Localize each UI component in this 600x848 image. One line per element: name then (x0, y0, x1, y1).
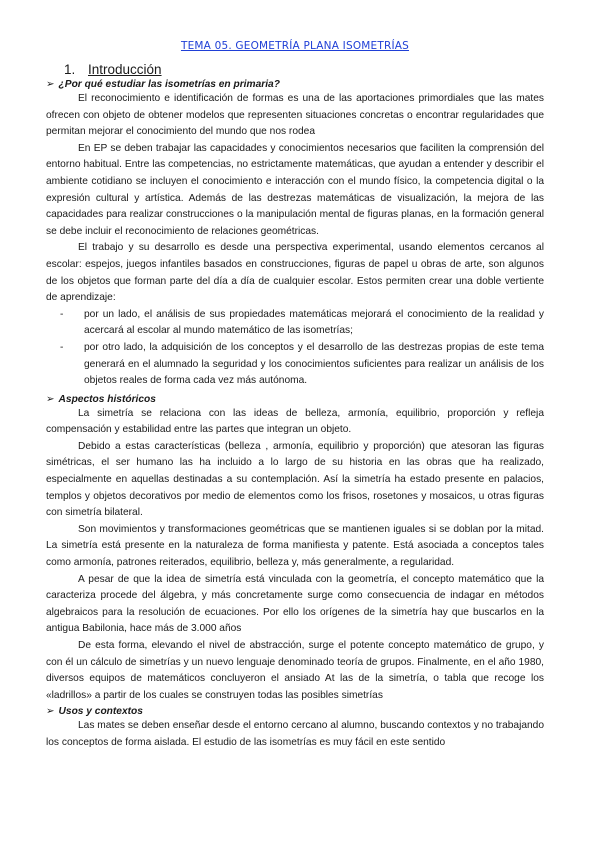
paragraph: El trabajo y su desarrollo es desde una perspectiva experimental, usando elementos cercanos al escolar: espejos, juegos infantiles basados en construcciones, figuras de papel u obras de arte, son algunos de los objetos que forman parte del día a día de cualquier escolar. Estos permiten crear una doble vertiente de aprendizaje: (46, 242, 544, 304)
subheading-history-text: Aspectos históricos (58, 393, 156, 405)
section-heading (64, 62, 544, 77)
subheading-why-text: ¿Por qué estudiar las isometrías en primaria? (58, 79, 280, 90)
dash-bullet: - (60, 308, 64, 320)
list-item (60, 340, 544, 390)
subheading-why (46, 79, 544, 90)
paragraph: Las mates se deben enseñar desde el entorno cercano al alumno, buscando contextos y no trabajando los conceptos de forma aislada. El estudio de las isometrías es muy fácil en este sentido (46, 720, 544, 748)
list-item-text: por otro lado, la adquisición de los conceptos y el desarrollo de las destrezas propias de este tema generará en el alumnado la seguridad y los conocimientos suficientes para realizar un análisis de los objetos reales de forma cada vez más autónoma. (84, 341, 544, 387)
section-title: Introducción (88, 62, 162, 77)
subheading-history (46, 394, 544, 405)
arrow-bullet-icon: ➢ (46, 79, 55, 90)
section-number: 1. (64, 62, 76, 77)
document-title: TEMA 05. GEOMETRÍA PLANA ISOMETRÍAS (180, 40, 410, 52)
subheading-uses-text: Usos y contextos (58, 706, 143, 718)
bullet-list (46, 307, 544, 390)
paragraph: A pesar de que la idea de simetría está vinculada con la geometría, el concepto matemático que la caracteriza procede del álgebra, y más concretamente surge como consecuencia de indagar en métodos algebraicos para la resolución de ecuaciones. Por ello los orígenes de la simetría hay que buscarlos en la antigua Babilonia, hace más de 3.000 años (46, 573, 544, 635)
paragraph: La simetría se relaciona con las ideas de belleza, armonía, equilibrio, proporción y refleja compensación y estabilidad entre las partes que integran un objeto. (46, 407, 544, 436)
list-item-text: por un lado, el análisis de sus propiedades matemáticas mejorará el conocimiento de la realidad y acercará al escolar al mundo matemático de las isometrías; (84, 308, 544, 337)
paragraph: Son movimientos y transformaciones geométricas que se mantienen iguales si se doblan por la mitad. La simetría está presente en la naturaleza de forma manifiesta y patente. Está asociada a conceptos tales como armonía, patrones reiterados, equilibrio, belleza y, más generalmente, a regularidad. (46, 523, 544, 569)
subheading-uses (46, 706, 544, 717)
list-item (60, 307, 544, 340)
paragraph: De esta forma, elevando el nivel de abstracción, surge el potente concepto matemático de grupo, y con él un cálculo de simetrías y un nuevo lenguaje denominado teoría de grupos. Finalmente, en el año 1980, diversos equipos de matemáticos concluyeron el ansiado At las de la simetría, o tabla que recoge los «ladrillos» a partir de los cuales se construyen todas las posibles simetrías (46, 640, 544, 701)
dash-bullet: - (60, 341, 64, 353)
paragraph: Debido a estas características (belleza , armonía, equilibrio y proporción) que atesoran las figuras simétricas, el ser humano las ha incluido a lo largo de su historia en las obras que ha realizado, especialmente en aquellas destinadas a su contemplación. Así la simetría ha estado presente en palacios, templos y objetos decorativos por medio de elementos como los frisos, rosetones y mosaicos, u otras figuras con simetría bilateral. (46, 440, 544, 519)
paragraph: En EP se deben trabajar las capacidades y conocimientos necesarios que faciliten la comprensión del entorno habitual. Entre las competencias, no estrictamente matemáticas, que ayudan a entender y describir el ambiente cotidiano se incluyen el conocimiento e interacción con el mundo físico, la competencia digital o la expresión cultural y artística. Además de las destrezas matemáticas de visualización, la mejora de las capacidades para realizar construcciones o la manipulación mental de figuras planas, en la formación general se debe incluir el reconocimiento de relaciones geométricas. (46, 142, 544, 237)
arrow-bullet-icon: ➢ (46, 706, 55, 718)
arrow-bullet-icon: ➢ (46, 393, 55, 405)
paragraph: El reconocimiento e identificación de formas es una de las aportaciones primordiales que las mates ofrecen con objeto de obtener modelos que representen situaciones concretas o encontrar regularidades que permitan mejorar el conocimiento del mundo que nos rodea (46, 93, 544, 138)
